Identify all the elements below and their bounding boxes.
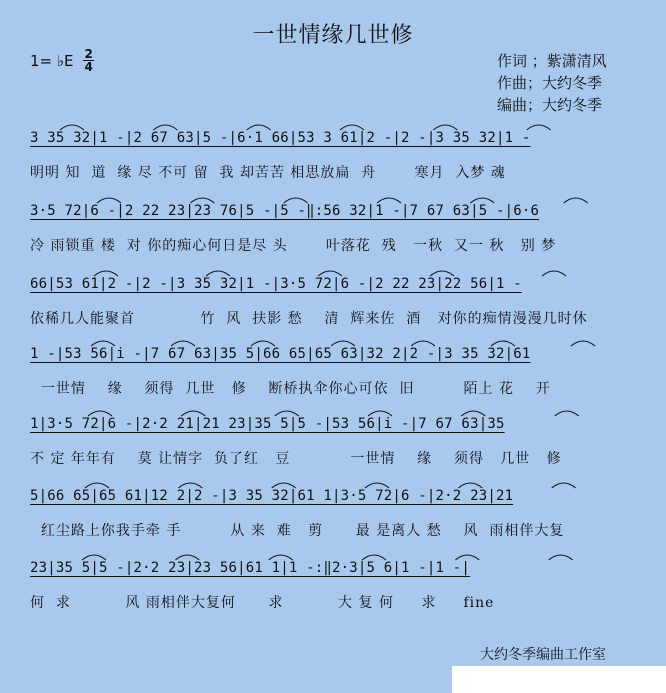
notation-line: 3 35 32|1 -|2 67 63|5 -|6·1 66|53 3 61|2 -|2 -|3 35 32|1 - [30,130,531,146]
slur-arc [552,483,576,488]
studio-credit: 大约冬季编曲工作室 [480,647,606,663]
lyric-line: 明明 知 道 缘 尽 不可 留 我 却苦苦 相思放扁 舟 寒月 入梦 魂 [30,165,506,181]
slur-arc [571,341,595,346]
lyric-line: 红尘路上你我手牵 手 从 来 难 剪 最 是离人 愁 风 雨相伴大复 [30,523,565,539]
notation-line: 5|66 65|65 61|12 2|2 -|3 35 32|61 1|3·5 72|6 -|2·2 23|21 [30,488,514,504]
lyric-line: 冷 雨锁重 楼 对 你的痴心何日是尽 头 叶落花 残 一秋 又一 秋 别 梦 [30,238,557,254]
time-signature [83,48,93,73]
key-signature [30,48,94,73]
slur-arc [542,271,566,276]
composer-credit: 作曲；大约冬季 [497,74,603,92]
slur-arc [555,411,579,416]
arranger-credit: 编曲；大约冬季 [497,96,603,114]
time-sig-top: 2 [84,47,93,61]
corner-block [452,666,666,693]
song-title: 一世情缘几世修 [252,23,414,48]
notation-line: 66|53 61|2 -|2 -|3 35 32|1 -|3·5 72|6 -|2 22 23|22 56|1 - [30,276,522,292]
slur-arc [564,198,588,203]
lyric-line: 依稀几人能聚首 竹 风 扶影 愁 清 辉来佐 酒 对你的痴情漫漫几时休 [30,311,588,327]
lyric-line: 何 求 风 雨相伴大复何 求 大 复 何 求 fine [30,595,495,611]
key-label: 1= ♭E [30,51,74,70]
credits [497,50,607,116]
slur-arc [549,555,573,560]
notation-line: 1|3·5 72|6 -|2·2 21|21 23|35 5|5 -|53 56|i -|7 67 63|35 [30,416,505,432]
notation-line: 1 -|53 56|i -|7 67 63|35 5|66 65|65 63|32 2|2 -|3 35 32|61 [30,346,531,362]
lyric-line: 一世情 缘 须得 几世 修 断桥执伞你心可依 旧 陌上 花 开 [30,381,551,397]
time-sig-bottom: 4 [84,60,93,74]
notation-line: 3·5 72|6 -|2 22 23|23 76|5 -|5 -‖:56 32|1 -|7 67 63|5 -|6·6 [30,203,540,219]
notation-line: 23|35 5|5 -|2·2 23|23 56|61 1|1 -:‖2·3|5 6|1 -|1 -| [30,560,471,576]
lyric-line: 不 定 年年有 莫 让情字 负了红 豆 一世情 缘 须得 几世 修 [30,451,562,467]
lyricist-credit: 作词 ；紫潇清风 [497,52,607,70]
